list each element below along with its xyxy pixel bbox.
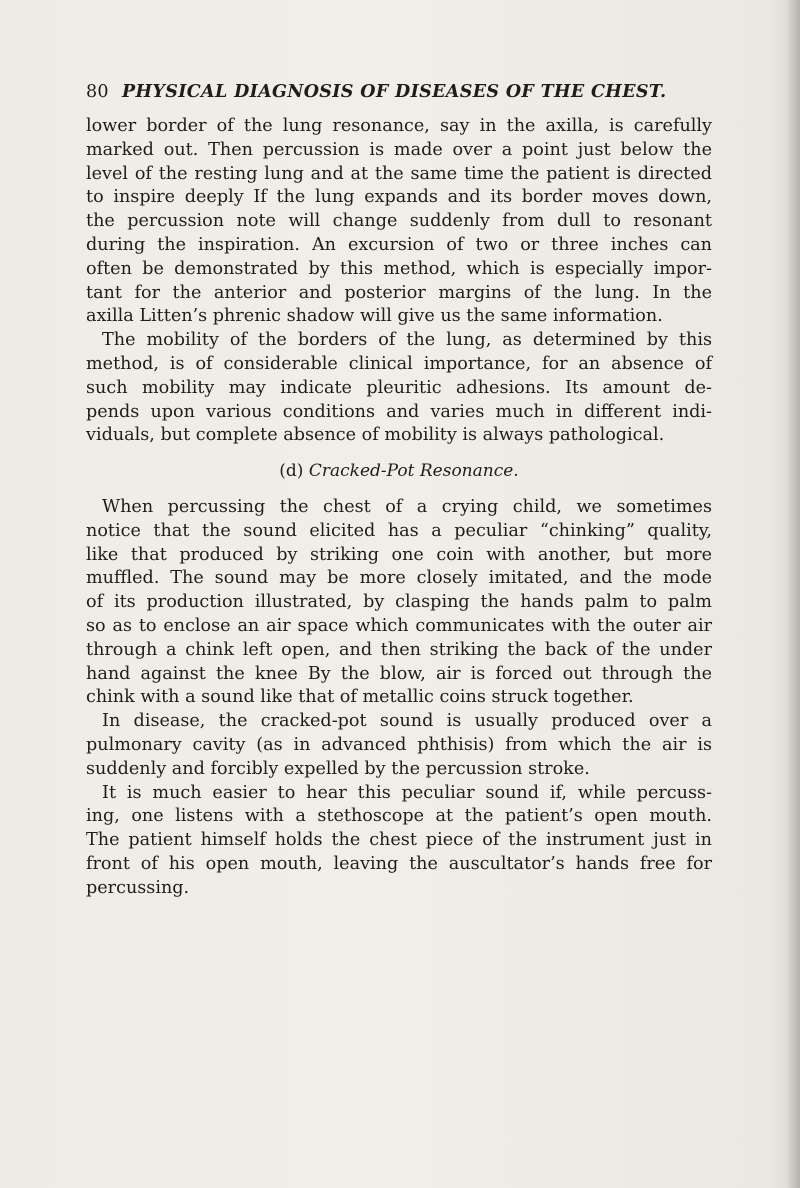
text-line: the percussion note will change suddenly from dull to resonant: [86, 211, 712, 232]
text-line: front of his open mouth, leaving the auscultator’s hands free for: [86, 853, 712, 874]
page-number: 80: [86, 82, 109, 102]
text-line: through a chink left open, and then striking the back of the under: [86, 639, 712, 660]
text-line: pulmonary cavity (as in advanced phthisis) from which the air is: [86, 734, 712, 755]
text-line: to inspire deeply If the lung expands and its border moves down,: [86, 187, 712, 208]
section-heading: [86, 460, 712, 484]
text-line: It is much easier to hear this peculiar sound if, while percuss-: [102, 782, 712, 803]
text-line: level of the resting lung and at the same time the patient is directed: [86, 163, 712, 184]
text-line: often be demonstrated by this method, which is especially impor-: [86, 258, 712, 279]
page-edge-shadow: [786, 0, 800, 1188]
text-line: chink with a sound like that of metallic coins struck together.: [86, 687, 634, 708]
text-line: of its production illustrated, by clasping the hands palm to palm: [86, 592, 712, 613]
text-line: muffled. The sound may be more closely imitated, and the mode: [86, 568, 712, 589]
text-line: axilla Litten’s phrenic shadow will give us the same information.: [86, 306, 663, 327]
text-line: When percussing the chest of a crying child, we sometimes: [102, 496, 712, 517]
text-line: such mobility may indicate pleuritic adhesions. Its amount de-: [86, 377, 712, 398]
body-text: [86, 115, 712, 901]
text-line: method, is of considerable clinical importance, for an absence of: [86, 353, 712, 374]
text-line: In disease, the cracked-pot sound is usually produced over a: [102, 711, 712, 732]
text-line: lower border of the lung resonance, say in the axilla, is carefully: [86, 116, 712, 136]
text-line: so as to enclose an air space which communicates with the outer air: [86, 615, 712, 636]
text-line: percussing.: [86, 877, 190, 898]
text-line: during the inspiration. An excursion of two or three inches can: [86, 234, 712, 255]
text-line: like that produced by striking one coin with another, but more: [86, 544, 712, 565]
text-line: suddenly and forcibly expelled by the percussion stroke.: [86, 758, 590, 779]
running-title: PHYSICAL DIAGNOSIS OF DISEASES OF THE CHEST.: [122, 82, 667, 102]
section-label: (d): [279, 461, 304, 482]
text-line: tant for the anterior and posterior margins of the lung. In the: [86, 282, 712, 303]
text-line: hand against the knee By the blow, air is forced out through the: [86, 663, 712, 684]
text-line: notice that the sound elicited has a peculiar “chinking” quality,: [86, 520, 712, 541]
text-line: viduals, but complete absence of mobility is always pathological.: [86, 425, 665, 446]
text-line: The mobility of the borders of the lung, as determined by this: [102, 330, 712, 351]
text-line: The patient himself holds the chest piece of the instrument just in: [86, 830, 712, 851]
running-head: [86, 78, 712, 106]
text-line: marked out. Then percussion is made over a point just below the: [86, 139, 712, 160]
text-line: ing, one listens with a stethoscope at the patient’s open mouth.: [86, 806, 712, 827]
section-title: Cracked-Pot Resonance.: [308, 461, 519, 482]
text-line: pends upon various conditions and varies much in different indi-: [86, 401, 712, 422]
